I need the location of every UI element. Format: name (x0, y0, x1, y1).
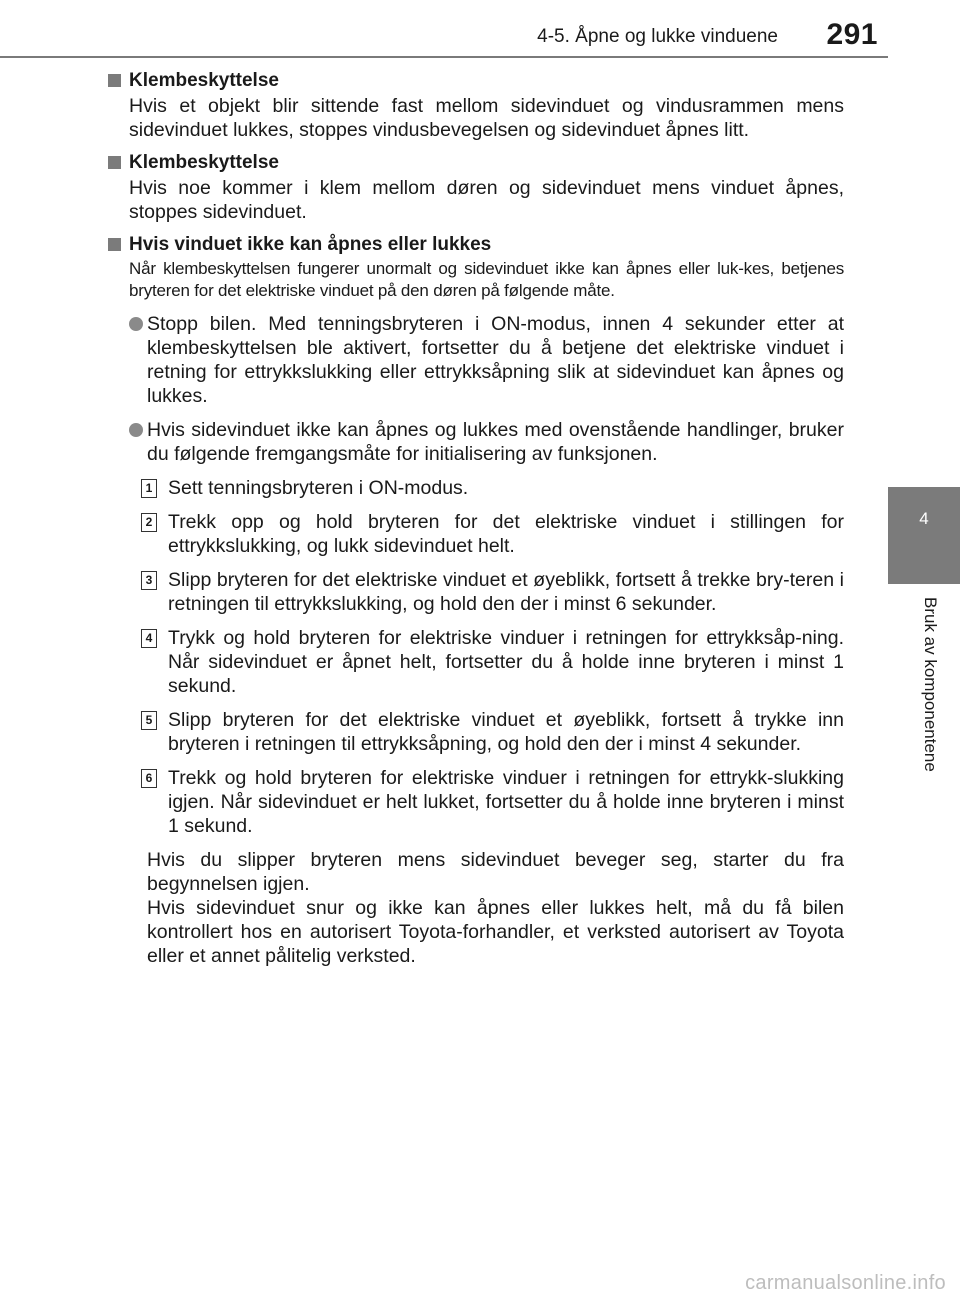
section-text: Hvis noe kommer i klem mellom døren og sidevinduet mens vinduet åpnes, stoppes sidevinduet. (129, 177, 844, 223)
section-heading: Klembeskyttelse (108, 70, 844, 92)
page-content (108, 64, 844, 968)
circle-bullet-icon (129, 423, 143, 437)
section-heading: Klembeskyttelse (108, 152, 844, 174)
step-item: 6 Trekk og hold bryteren for elektriske vinduer i retningen for ettrykk-slukking igjen. Når sidevinduet er helt lukket, fortsetter du å holde inne bryteren i minst 1 sekund. (147, 766, 844, 838)
step-number-badge: 1 (141, 479, 157, 498)
chapter-tab (888, 487, 960, 584)
page-header (0, 0, 960, 58)
page-number: 291 (826, 18, 878, 51)
step-item: 5 Slipp bryteren for det elektriske vinduet et øyeblikk, fortsett å trykke inn bryteren i retningen til ettrykksåpning, og hold den der i minst 4 sekunder. (147, 708, 844, 756)
chapter-label: Bruk av komponentene (921, 597, 940, 772)
section-text: Når klembeskyttelsen fungerer unormalt og sidevinduet ikke kan åpnes eller luk-kes, betjenes bryteren for det elektriske vinduet på den døren på følgende måte. (129, 259, 844, 300)
header-divider (0, 56, 888, 58)
note-text: Hvis sidevinduet snur og ikke kan åpnes eller lukkes helt, må du få bilen kontrollert hos en autorisert Toyota-forhandler, et verksted autorisert av Toyota eller et annet pålitelig verksted. (147, 897, 844, 967)
step-item: 3 Slipp bryteren for det elektriske vinduet et øyeblikk, fortsett å trekke bry-teren i retningen til ettrykkslukking, og hold den der i minst 6 sekunder. (147, 568, 844, 616)
step-number-badge: 4 (141, 629, 157, 648)
section-title: 4-5. Åpne og lukke vinduene (537, 26, 778, 47)
step-item: 4 Trykk og hold bryteren for elektriske vinduer i retningen for ettrykksåp-ning. Når sidevinduet er åpnet helt, fortsetter du å holde inne bryteren i minst 1 sekund. (147, 626, 844, 698)
step-item: 1 Sett tenningsbryteren i ON-modus. (147, 476, 844, 500)
step-number-badge: 6 (141, 769, 157, 788)
square-bullet-icon (108, 156, 121, 169)
square-bullet-icon (108, 74, 121, 87)
watermark: carmanualsonline.info (745, 1272, 946, 1294)
step-number-badge: 2 (141, 513, 157, 532)
section-text: Hvis et objekt blir sittende fast mellom sidevinduet og vindusrammen mens sidevinduet lukkes, stoppes vindusbevegelsen og sidevinduet åpnes litt. (129, 95, 844, 141)
step-number-badge: 5 (141, 711, 157, 730)
section-heading: Hvis vinduet ikke kan åpnes eller lukkes (108, 234, 844, 256)
bullet-item: Hvis sidevinduet ikke kan åpnes og lukkes med ovenstående handlinger, bruker du følgende fremgangsmåte for initialisering av funksjonen. (129, 418, 844, 466)
bullet-item: Stopp bilen. Med tenningsbryteren i ON-modus, innen 4 sekunder etter at klembeskyttelsen ble aktivert, fortsetter du å betjene det elektriske vinduet i retning for ettrykkslukking eller ettrykksåpning slik at sidevinduet kan åpnes og lukkes. (129, 312, 844, 408)
step-number-badge: 3 (141, 571, 157, 590)
note-text: Hvis du slipper bryteren mens sidevinduet beveger seg, starter du fra begynnelsen igjen. (147, 849, 844, 895)
circle-bullet-icon (129, 317, 143, 331)
chapter-number: 4 (919, 509, 929, 528)
square-bullet-icon (108, 238, 121, 251)
step-item: 2 Trekk opp og hold bryteren for det elektriske vinduet i stillingen for ettrykkslukking, og lukk sidevinduet helt. (147, 510, 844, 558)
